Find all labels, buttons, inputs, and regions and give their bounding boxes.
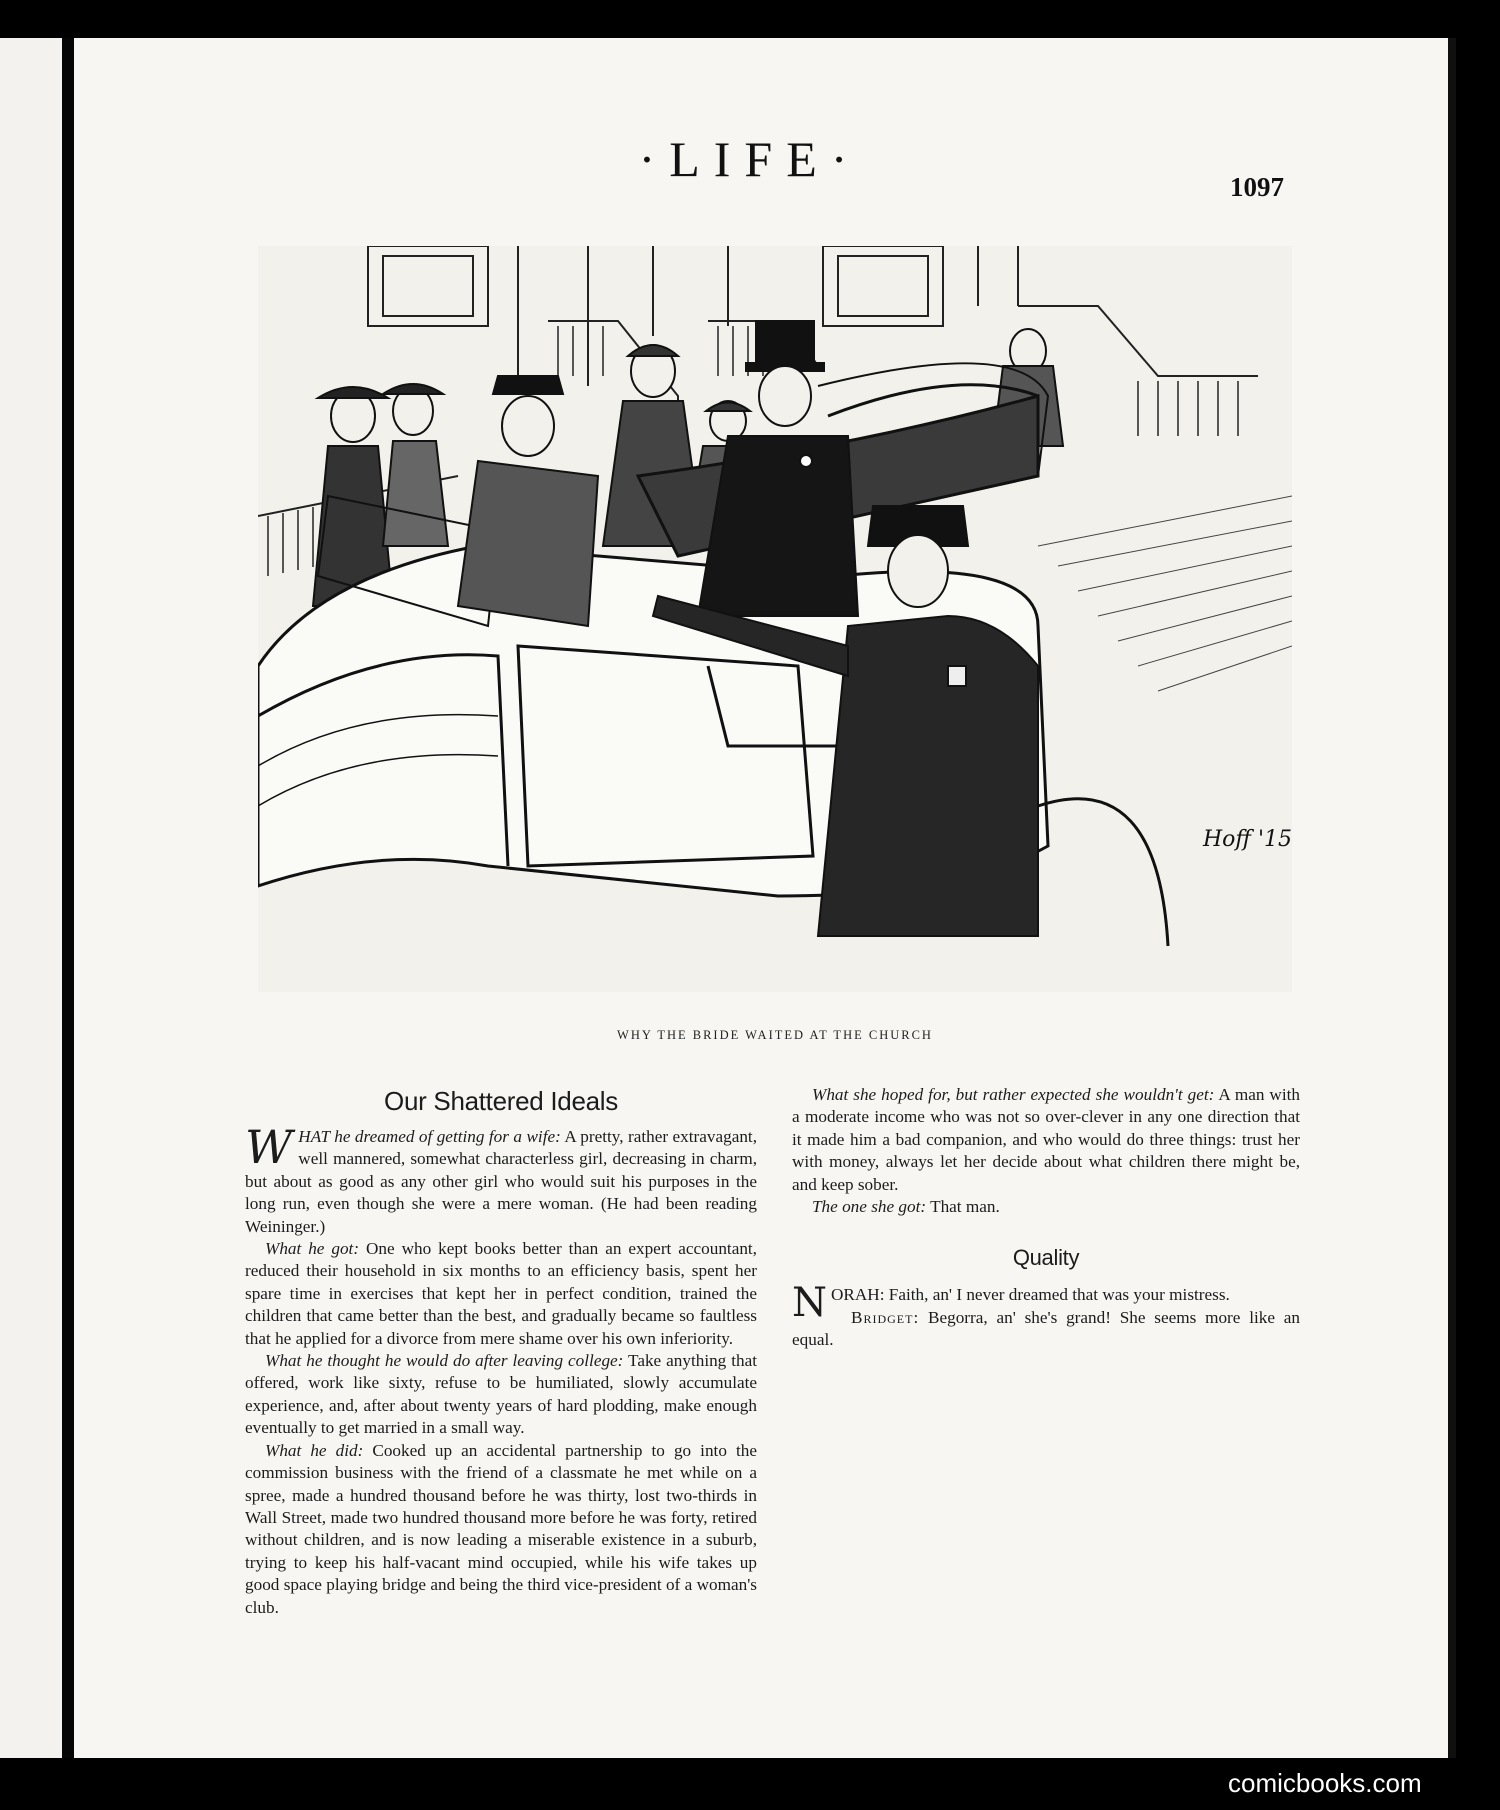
dialogue-text: Faith, an' I never dreamed that was your mistress.	[884, 1285, 1230, 1305]
paragraph-text: Take anything that offered, work like sixty, refuse to be humiliated, slowly accumulate experience, and, after about twenty years of hard plodding, make enough eventually to get married in a small way.	[245, 1351, 757, 1438]
drop-cap: W	[245, 1120, 293, 1174]
dialogue-text: Begorra, an' she's grand! She seems more like an equal.	[792, 1307, 1300, 1350]
artist-signature: Hoff '15	[1203, 827, 1292, 852]
paragraph-lead: What he did:	[265, 1440, 364, 1460]
masthead: ·LIFE·	[638, 131, 862, 187]
drop-cap: N	[792, 1280, 827, 1327]
paragraph-text: Cooked up an accidental partnership to go into the commission business with the friend of a classmate he met while on a spree, made a hundred thousand before he was thirty, lost two-thirds in Wall Street, made two hundred thousand more before he was forty, retired without children, and is now leading a miserable existence in a suburb, trying to keep his half-vacant mind occupied, while his wife takes up good space playing bridge and being the third vice-president of a woman's club.	[245, 1440, 757, 1617]
paragraph-text: That man.	[926, 1197, 1000, 1217]
speaker-name: Bridget:	[851, 1307, 920, 1327]
paragraph-lead: What she hoped for, but rather expected she wouldn't get:	[812, 1085, 1215, 1104]
paragraph-lead: What he thought he would do after leaving college:	[265, 1351, 624, 1371]
article-paragraph	[792, 1084, 1300, 1196]
article-paragraph	[245, 1440, 757, 1619]
cartoon-drawing	[258, 246, 1292, 992]
page-number: 1097	[1230, 172, 1284, 202]
paragraph-lead: HAT he dreamed of getting for a wife:	[298, 1127, 561, 1146]
article-column-left	[245, 1084, 757, 1619]
article-column-right	[792, 1084, 1300, 1352]
page-edge	[1448, 38, 1456, 1758]
illustration-caption: WHY THE BRIDE WAITED AT THE CHURCH	[617, 1028, 933, 1042]
article-title-quality: Quality	[1012, 1245, 1080, 1271]
article-paragraph	[792, 1196, 1300, 1218]
previous-page-edge	[0, 38, 62, 1758]
article-paragraph	[245, 1238, 757, 1350]
dialogue-line	[792, 1307, 1300, 1352]
article-paragraph	[245, 1120, 757, 1238]
article-paragraph	[245, 1350, 757, 1440]
paragraph-text: One who kept books better than an expert accountant, reduced their household in six months to an efficiency basis, spent her spare time in exercises that kept her in perfect condition, trained the children that came better than the best, and gradually became so faultless that he applied for a divorce from mere shame over his own inferiority.	[245, 1239, 757, 1348]
cartoon-illustration	[258, 246, 1292, 992]
paragraph-text: A man with a moderate income who was not so over-clever in any one direction that it made him a bad companion, and who would do three things: trust her with money, always let her decide about what children there might be, and keep sober.	[792, 1085, 1300, 1194]
article-title: Our Shattered Ideals	[384, 1086, 618, 1116]
paragraph-text: A pretty, rather extravagant, well mannered, somewhat characterless girl, decreasing in charm, but about as good as any other girl who would suit his purposes in the long run, even though she were a mere woman. (He had been reading Weininger.)	[245, 1127, 757, 1236]
paragraph-lead: What he got:	[265, 1239, 360, 1259]
site-watermark: comicbooks.com	[1228, 1768, 1422, 1798]
speaker-name: ORAH:	[831, 1285, 885, 1305]
paragraph-lead: The one she got:	[812, 1197, 927, 1217]
binding-gutter	[62, 38, 74, 1758]
